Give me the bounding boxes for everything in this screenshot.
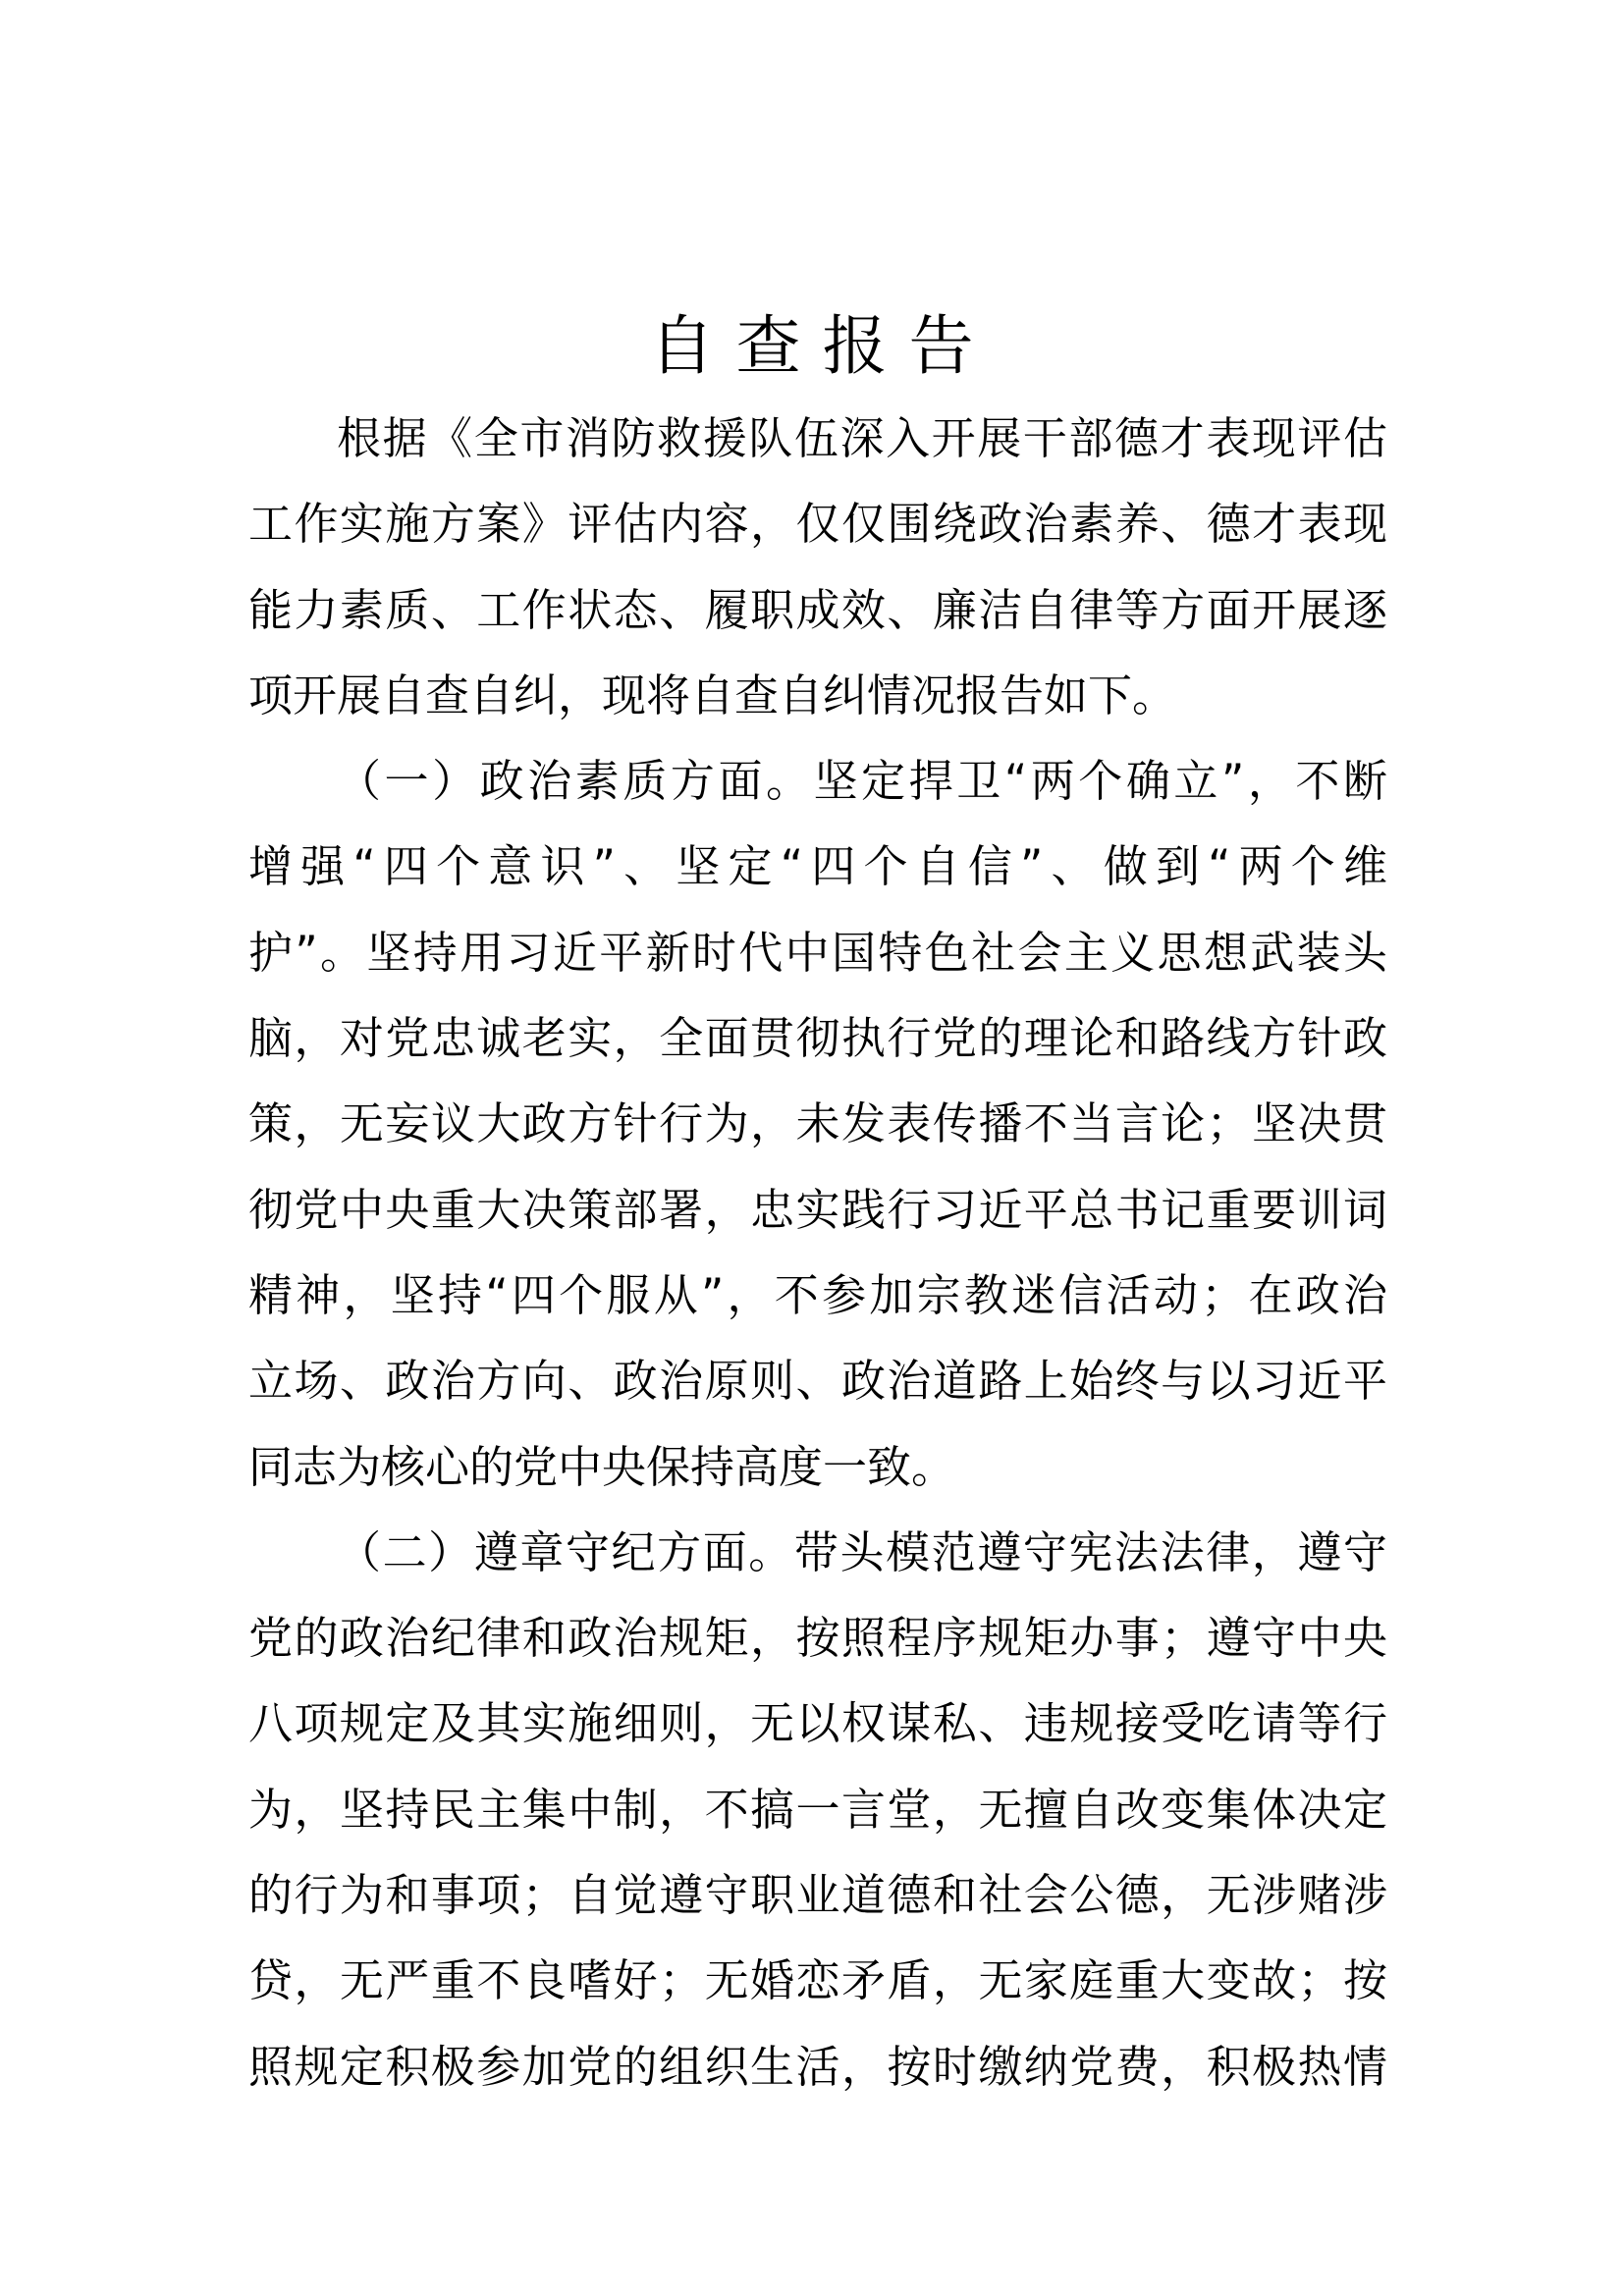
document-body: [248, 396, 1387, 2109]
text-line: 精神，坚持“四个服从”，不参加宗教迷信活动；在政治: [248, 1268, 1387, 1321]
text-line: 工作实施方案》评估内容，仅仅围绕政治素养、德才表现: [248, 498, 1387, 551]
text-line: 党的政治纪律和政治规矩，按照程序规矩办事；遵守中央: [248, 1612, 1387, 1665]
text-line: 照规定积极参加党的组织生活，按时缴纳党费，积极热情: [248, 2040, 1387, 2093]
text-line: 贷，无严重不良嗜好；无婚恋矛盾，无家庭重大变故；按: [248, 1954, 1387, 2007]
text-line: 增强“四个意识”、坚定“四个自信”、做到“两个维: [248, 840, 1387, 893]
text-line: 脑，对党忠诚老实，全面贯彻执行党的理论和路线方针政: [248, 1012, 1387, 1065]
text-line: 同志为核心的党中央保持高度一致。: [248, 1440, 956, 1493]
text-line: （二）遵章守纪方面。带头模范遵守宪法法律，遵守: [337, 1525, 1387, 1578]
text-line: 护”。坚持用习近平新时代中国特色社会主义思想武装头: [248, 926, 1387, 979]
text-line: （一）政治素质方面。坚定捍卫“两个确立”，不断: [337, 755, 1387, 808]
text-line: 根据《全市消防救援队伍深入开展干部德才表现评估: [337, 412, 1387, 464]
text-line: 彻党中央重大决策部署，忠实践行习近平总书记重要训词: [248, 1183, 1387, 1236]
text-line: 为，坚持民主集中制，不搞一言堂，无擅自改变集体决定: [248, 1783, 1387, 1836]
document-title: 自查报告: [649, 308, 996, 384]
text-line: 策，无妄议大政方针行为，未发表传播不当言论；坚决贯: [248, 1097, 1387, 1150]
paragraph-intro: [248, 396, 1387, 738]
text-line: 项开展自查自纠，现将自查自纠情况报告如下。: [248, 668, 1177, 721]
text-line: 立场、政治方向、政治原则、政治道路上始终与以习近平: [248, 1355, 1387, 1408]
paragraph-discipline: [248, 1510, 1387, 2109]
paragraph-political-quality: [248, 738, 1387, 1510]
text-line: 能力素质、工作状态、履职成效、廉洁自律等方面开展逐: [248, 583, 1387, 636]
text-line: 八项规定及其实施细则，无以权谋私、违规接受吃请等行: [248, 1697, 1387, 1750]
text-line: 的行为和事项；自觉遵守职业道德和社会公德，无涉赌涉: [248, 1869, 1387, 1922]
